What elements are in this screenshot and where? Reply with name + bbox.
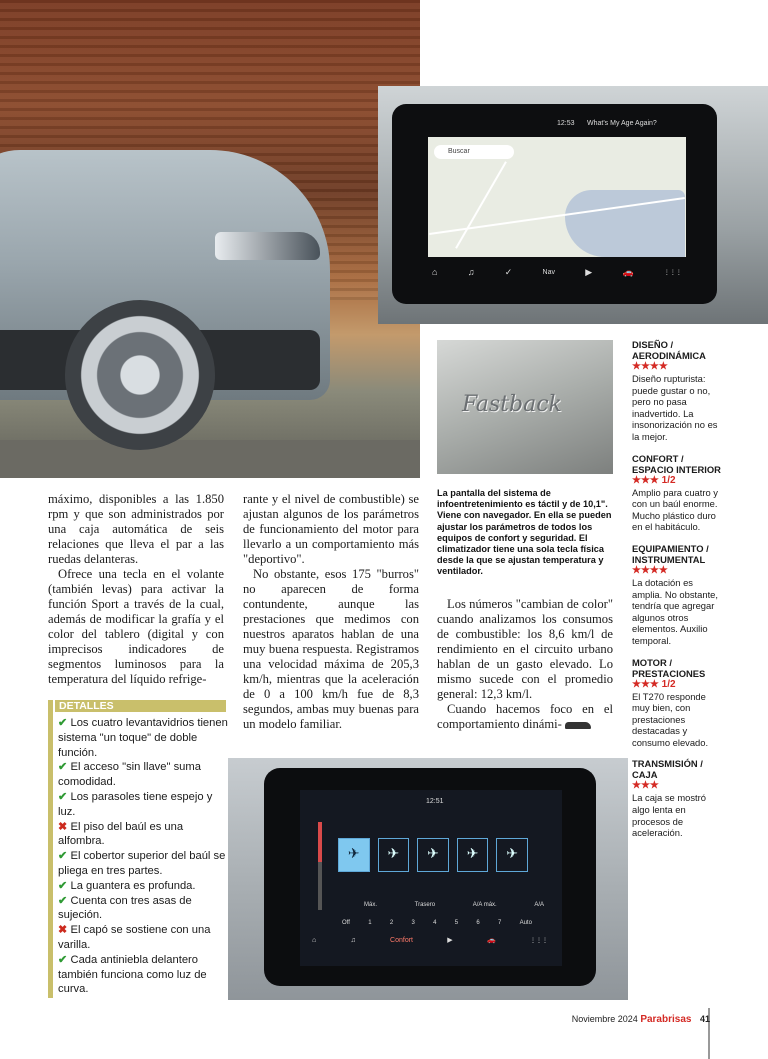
screen-status-bar xyxy=(432,120,682,134)
rating-block xyxy=(632,339,724,443)
check-icon: ✔ xyxy=(58,850,68,863)
detalles-list xyxy=(58,716,228,997)
fan-mode-buttons xyxy=(338,838,528,876)
apps-icon: ⋮⋮⋮ xyxy=(529,938,548,944)
list-item xyxy=(58,820,228,850)
rating-block xyxy=(632,758,724,838)
page-number: 41 xyxy=(699,1014,710,1024)
check-icon: ✔ xyxy=(58,717,68,729)
fan-step: 5 xyxy=(454,920,459,926)
rating-title: DISEÑO / AERODINÁMICA xyxy=(632,339,706,361)
climate-label: Trasero xyxy=(414,902,436,908)
fan-step: 6 xyxy=(476,920,480,926)
rating-stars: ★★★ 1/2 xyxy=(632,474,676,486)
rating-text: Amplio para cuatro y con un baúl enorme. Mucho plástico duro en el habitáculo. xyxy=(632,486,718,533)
rating-text: La dotación es amplia. No obstante, tendría que agregar algunos otros elementos. Auxilio temporal. xyxy=(632,576,718,646)
list-item-text: Los cuatro levantavidrios tienen sistema "un toque" de doble función. xyxy=(58,717,228,759)
rating-stars: ★★★ xyxy=(632,780,659,792)
fan-mode-icon: ✈ xyxy=(457,838,489,872)
fastback-badge-text: Fastback xyxy=(462,392,562,417)
cross-icon: ✖ xyxy=(58,820,68,833)
list-item xyxy=(58,953,228,997)
climate-time: 12:51 xyxy=(426,798,444,805)
rating-title: CONFORT / ESPACIO INTERIOR xyxy=(632,452,721,475)
rating-text: El T270 responde muy bien, con prestaciones destacadas y consumo elevado. xyxy=(632,690,709,748)
photo-caption: La pantalla del sistema de infoentretenimiento es táctil y de 10,1". Viene con navegador. En ella se pueden ajustar los parámetros de todos los equipos de confort y seguridad. El climatizador tiene una sola tecla física desde la que se ajustan temperatura y ventilador. xyxy=(437,488,612,577)
climate-status-bar xyxy=(308,798,558,805)
paragraph-text: Cuando hacemos foco en el comportamiento dinámi- xyxy=(437,702,613,731)
fan-mode-icon: ✈ xyxy=(496,838,528,872)
list-item xyxy=(58,879,228,894)
fan-mode-icon: ✈ xyxy=(338,838,370,872)
car-icon: 🚗 xyxy=(622,266,634,277)
rating-stars: ★★★ 1/2 xyxy=(632,678,676,690)
fan-step: 2 xyxy=(389,920,394,926)
check-icon: ✔ xyxy=(58,953,68,966)
screen-time: 12:53 xyxy=(557,120,575,127)
footer-brand: Parabrisas xyxy=(640,1014,692,1025)
confort-label: Confort xyxy=(390,937,414,944)
play-icon: ▶ xyxy=(447,937,453,944)
car-headlight xyxy=(215,232,320,260)
fan-mode-icon: ✈ xyxy=(378,838,410,872)
climate-label: Máx. xyxy=(364,902,378,908)
fan-mode-icon: ✈ xyxy=(417,838,449,872)
list-item-text: El piso del baúl es una alfombra. xyxy=(58,820,184,848)
body-column-1 xyxy=(48,492,224,687)
fan-speed-steps xyxy=(342,920,532,926)
ratings-sidebar xyxy=(632,339,724,849)
rating-text: Diseño rupturista: puede gustar o no, pero no pasa inadvertido. La insonorización no es la mejor. xyxy=(632,373,718,442)
hero-road xyxy=(0,440,420,478)
list-item xyxy=(58,760,228,790)
fan-step: 3 xyxy=(411,920,415,926)
rating-block xyxy=(632,543,724,647)
apps-icon: ⋮⋮⋮ xyxy=(663,269,682,276)
page-footer xyxy=(560,1014,710,1025)
fan-step: 7 xyxy=(497,920,502,926)
fan-step: 1 xyxy=(368,920,372,926)
play-icon: ▶ xyxy=(585,266,593,277)
list-item-text: La guantera es profunda. xyxy=(70,879,196,892)
detalles-border xyxy=(48,700,53,998)
footer-date: Noviembre 2024 xyxy=(571,1014,638,1024)
screen-song: What's My Age Again? xyxy=(587,120,657,127)
cross-icon: ✖ xyxy=(58,924,68,937)
check-icon: ✔ xyxy=(58,879,68,892)
list-item xyxy=(58,716,228,760)
list-item-text: El acceso "sin llave" suma comodidad. xyxy=(58,761,201,789)
check-icon: ✔ xyxy=(58,761,68,774)
rating-block xyxy=(632,453,724,533)
screen-nav-bar xyxy=(432,263,682,281)
home-icon: ⌂ xyxy=(432,267,438,277)
list-item-text: Cada antiniebla delantero también funciona como luz de curva. xyxy=(58,953,207,996)
list-item-text: Los parasoles tiene espejo y luz. xyxy=(58,790,213,818)
paragraph: Los números "cambian de color" cuando analizamos los consumos de combustible: los 8,6 km/l de rendimiento en el circuito urbano hablan de un gasto elevado. Lo mismo sucede con el promedio general: 12,3 km/l. xyxy=(437,597,613,701)
list-item xyxy=(58,894,228,924)
music-icon: ♫ xyxy=(350,937,356,944)
list-item xyxy=(58,849,228,879)
list-item xyxy=(58,923,228,953)
body-column-2 xyxy=(243,492,419,732)
paragraph: No obstante, esos 175 "burros" no aparecen de forma contundente, aunque las prestaciones que medimos con nuestros aparatos hablan de una muy buena respuesta. Registramos una velocidad máxima de 205,3 km/h, mientras que la aceleración de 0 a 100 km/h fue de 8,3 segundos, ambas muy buenas para un modelo familiar. xyxy=(243,567,419,731)
rating-title: MOTOR / PRESTACIONES xyxy=(632,656,706,679)
home-icon: ⌂ xyxy=(312,937,317,944)
check-icon: ✓ xyxy=(504,266,513,277)
rating-stars: ★★★★ xyxy=(632,361,668,372)
end-of-article-car-icon xyxy=(565,722,591,729)
list-item-text: Cuenta con tres asas de sujeción. xyxy=(58,894,192,922)
paragraph xyxy=(437,702,613,732)
map-search-field: Buscar xyxy=(434,145,514,159)
climate-nav-bar xyxy=(312,936,548,944)
body-column-3 xyxy=(437,597,613,732)
check-icon: ✔ xyxy=(58,790,68,803)
paragraph: máximo, disponibles a las 1.850 rpm y que son administrados por una caja automática de seis relaciones que lleva el par a las ruedas delanteras. xyxy=(48,492,224,566)
paragraph: rante y el nivel de combustible) se ajustan algunos de los parámetros de funcionamiento del motor para llevarlo a un comportamiento más "deportivo". xyxy=(243,492,419,566)
rating-title: EQUIPAMIENTO / INSTRUMENTAL xyxy=(632,542,709,565)
climate-label: A/A xyxy=(534,902,544,908)
list-item xyxy=(58,790,228,820)
climate-labels xyxy=(364,902,544,908)
music-icon: ♫ xyxy=(467,267,475,277)
rating-text: La caja se mostró algo lenta en procesos de aceleración. xyxy=(632,792,706,839)
fan-step: Off xyxy=(342,920,350,926)
fan-step: Auto xyxy=(519,920,532,926)
car-icon: 🚗 xyxy=(486,937,496,944)
paragraph: Ofrece una tecla en el volante (también levas) para activar la función Sport a través de la cual, además de modificar la grafía y el color del tablero (digital y con imprecisos indicadores de segmentos luminosos para la temperatura del líquido refrige- xyxy=(48,567,224,686)
car-wheel xyxy=(65,300,215,450)
rating-block xyxy=(632,657,724,749)
temperature-slider-fill xyxy=(318,822,322,862)
nav-label: Nav xyxy=(542,268,555,276)
check-icon: ✔ xyxy=(58,894,68,907)
detalles-title: DETALLES xyxy=(55,700,226,712)
fan-step: 4 xyxy=(433,920,437,926)
rating-stars: ★★★★ xyxy=(632,564,668,576)
list-item-text: El cobertor superior del baúl se pliega en tres partes. xyxy=(58,850,226,877)
rating-title: TRANSMISIÓN / CAJA xyxy=(632,758,703,781)
climate-label: A/A máx. xyxy=(472,902,497,908)
list-item-text: El capó se sostiene con una varilla. xyxy=(58,924,211,951)
